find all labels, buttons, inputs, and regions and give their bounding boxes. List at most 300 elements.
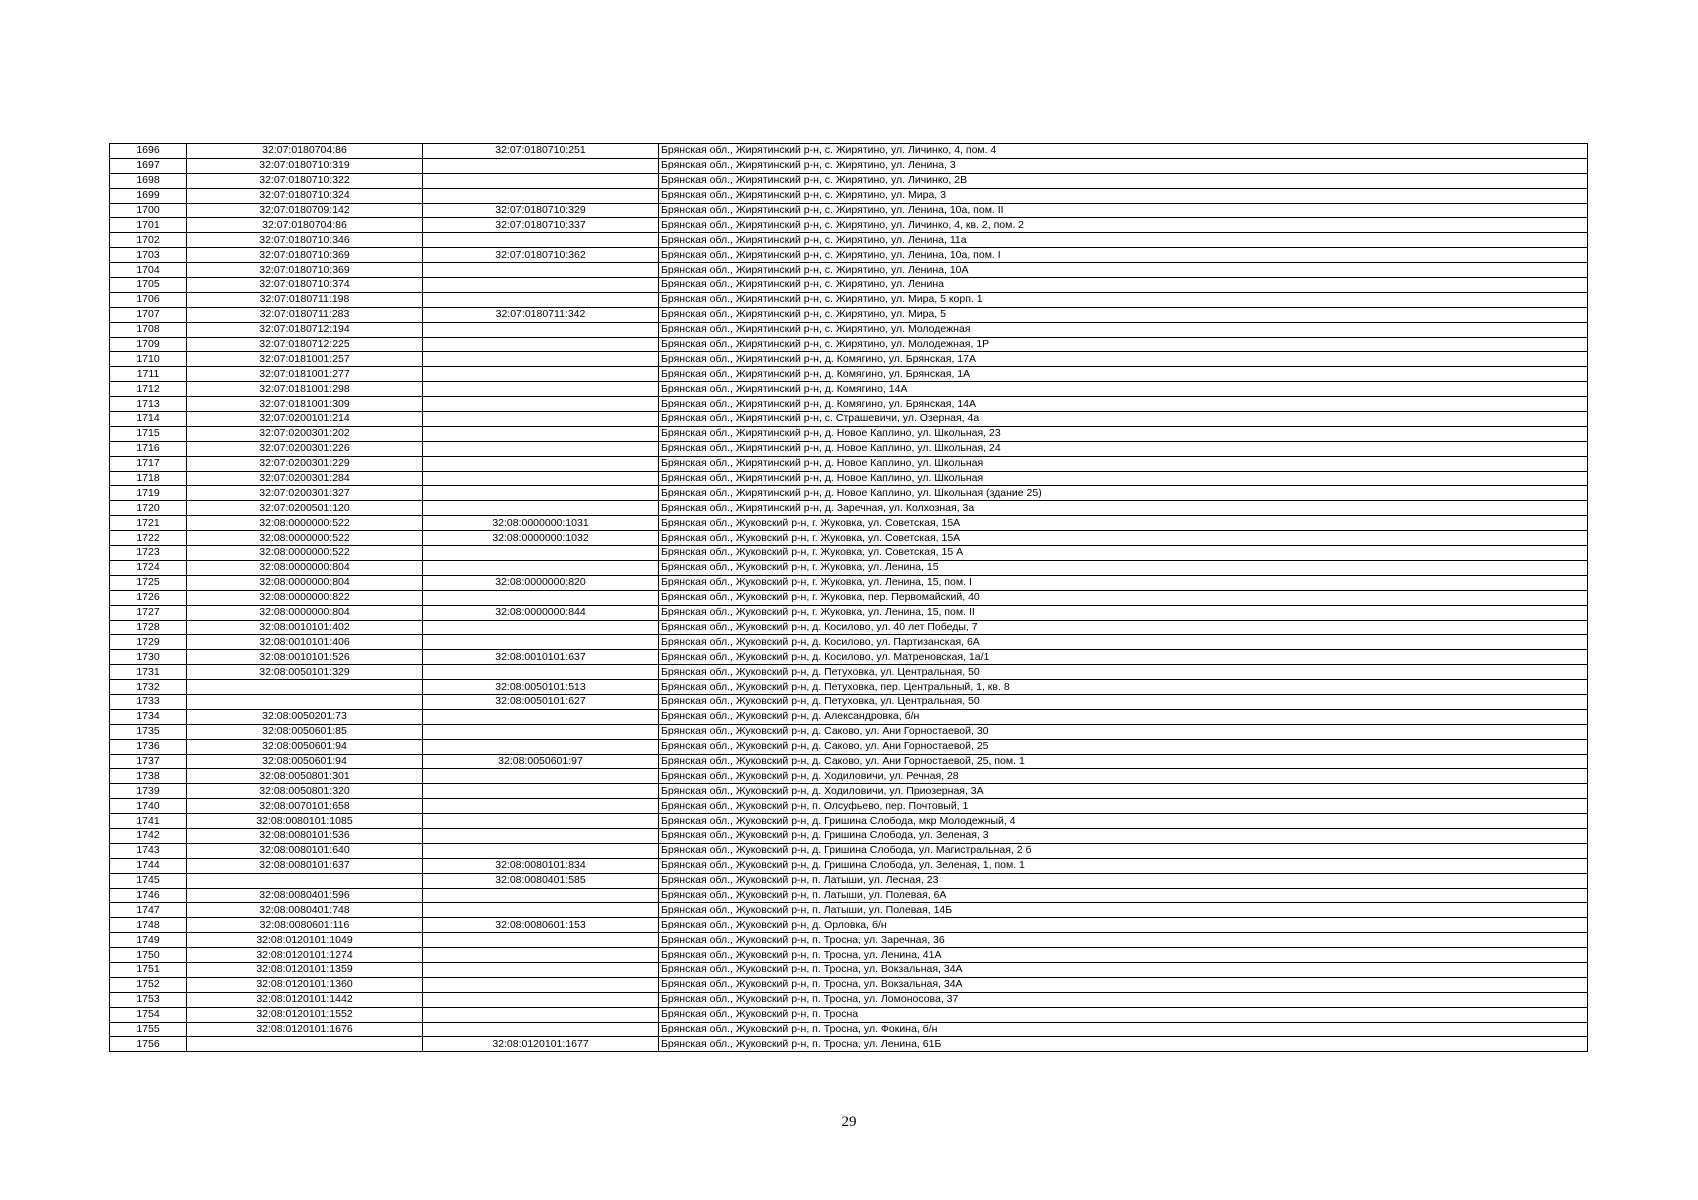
- table-row: [110, 903, 1588, 918]
- row-number-cell: 1749: [110, 933, 187, 948]
- related-cadastral-number-cell: [423, 992, 659, 1007]
- cadastral-number-cell: 32:07:0180710:369: [187, 263, 423, 278]
- table-row: [110, 858, 1588, 873]
- row-number-cell: 1710: [110, 352, 187, 367]
- cadastral-number-cell: 32:07:0180710:374: [187, 278, 423, 293]
- table-row: [110, 739, 1588, 754]
- related-cadastral-number-cell: [423, 635, 659, 650]
- related-cadastral-number-cell: [423, 814, 659, 829]
- cadastral-number-cell: 32:07:0200301:284: [187, 471, 423, 486]
- cadastral-number-cell: [187, 1037, 423, 1052]
- table-row: [110, 203, 1588, 218]
- cadastral-number-cell: 32:08:0000000:804: [187, 605, 423, 620]
- cadastral-number-cell: 32:07:0181001:277: [187, 367, 423, 382]
- address-cell: Брянская обл., Жуковский р-н, п. Тросна, ул. Ленина, 61Б: [659, 1037, 1588, 1052]
- cadastral-number-cell: 32:08:0010101:406: [187, 635, 423, 650]
- row-number-cell: 1714: [110, 412, 187, 427]
- address-cell: Брянская обл., Жирятинский р-н, д. Комягино, ул. Брянская, 14А: [659, 397, 1588, 412]
- cadastral-number-cell: 32:08:0050601:94: [187, 754, 423, 769]
- related-cadastral-number-cell: [423, 590, 659, 605]
- row-number-cell: 1751: [110, 962, 187, 977]
- address-cell: Брянская обл., Жирятинский р-н, с. Жирятино, ул. Мира, 5 корп. 1: [659, 292, 1588, 307]
- related-cadastral-number-cell: [423, 665, 659, 680]
- address-cell: Брянская обл., Жирятинский р-н, с. Жирятино, ул. Мира, 3: [659, 188, 1588, 203]
- related-cadastral-number-cell: [423, 903, 659, 918]
- related-cadastral-number-cell: [423, 709, 659, 724]
- address-cell: Брянская обл., Жирятинский р-н, д. Комягино, ул. Брянская, 17А: [659, 352, 1588, 367]
- cadastral-number-cell: 32:08:0050601:85: [187, 724, 423, 739]
- related-cadastral-number-cell: 32:07:0180710:251: [423, 144, 659, 159]
- row-number-cell: 1697: [110, 158, 187, 173]
- table-row: [110, 828, 1588, 843]
- table-row: [110, 233, 1588, 248]
- table-row: [110, 665, 1588, 680]
- cadastral-number-cell: 32:08:0080101:1085: [187, 814, 423, 829]
- table-row: [110, 977, 1588, 992]
- related-cadastral-number-cell: [423, 501, 659, 516]
- property-table-body: [110, 144, 1588, 1052]
- table-row: [110, 144, 1588, 159]
- address-cell: Брянская обл., Жирятинский р-н, д. Новое Каплино, ул. Школьная, 23: [659, 426, 1588, 441]
- cadastral-number-cell: 32:07:0181001:298: [187, 382, 423, 397]
- cadastral-number-cell: 32:07:0180711:198: [187, 292, 423, 307]
- address-cell: Брянская обл., Жуковский р-н, д. Косилово, ул. 40 лет Победы, 7: [659, 620, 1588, 635]
- table-row: [110, 680, 1588, 695]
- table-row: [110, 754, 1588, 769]
- address-cell: Брянская обл., Жуковский р-н, д. Косилово, ул. Партизанская, 6А: [659, 635, 1588, 650]
- cadastral-number-cell: 32:08:0080601:116: [187, 918, 423, 933]
- table-row: [110, 694, 1588, 709]
- related-cadastral-number-cell: [423, 367, 659, 382]
- row-number-cell: 1742: [110, 828, 187, 843]
- row-number-cell: 1741: [110, 814, 187, 829]
- related-cadastral-number-cell: [423, 799, 659, 814]
- related-cadastral-number-cell: 32:08:0000000:844: [423, 605, 659, 620]
- address-cell: Брянская обл., Жирятинский р-н, с. Жирятино, ул. Молодежная: [659, 322, 1588, 337]
- row-number-cell: 1705: [110, 278, 187, 293]
- table-row: [110, 560, 1588, 575]
- related-cadastral-number-cell: [423, 441, 659, 456]
- cadastral-number-cell: 32:08:0050101:329: [187, 665, 423, 680]
- related-cadastral-number-cell: 32:08:0000000:820: [423, 575, 659, 590]
- row-number-cell: 1723: [110, 546, 187, 561]
- table-row: [110, 501, 1588, 516]
- address-cell: Брянская обл., Жуковский р-н, г. Жуковка, ул. Ленина, 15: [659, 560, 1588, 575]
- row-number-cell: 1711: [110, 367, 187, 382]
- row-number-cell: 1737: [110, 754, 187, 769]
- related-cadastral-number-cell: [423, 977, 659, 992]
- cadastral-number-cell: 32:08:0080101:640: [187, 843, 423, 858]
- related-cadastral-number-cell: [423, 412, 659, 427]
- address-cell: Брянская обл., Жуковский р-н, д. Ходиловичи, ул. Речная, 28: [659, 769, 1588, 784]
- related-cadastral-number-cell: [423, 560, 659, 575]
- related-cadastral-number-cell: [423, 620, 659, 635]
- related-cadastral-number-cell: [423, 337, 659, 352]
- row-number-cell: 1720: [110, 501, 187, 516]
- related-cadastral-number-cell: [423, 948, 659, 963]
- row-number-cell: 1704: [110, 263, 187, 278]
- cadastral-number-cell: 32:07:0200501:120: [187, 501, 423, 516]
- related-cadastral-number-cell: 32:07:0180710:337: [423, 218, 659, 233]
- address-cell: Брянская обл., Жирятинский р-н, с. Жирятино, ул. Ленина, 11а: [659, 233, 1588, 248]
- property-table: [109, 143, 1588, 1052]
- row-number-cell: 1701: [110, 218, 187, 233]
- row-number-cell: 1718: [110, 471, 187, 486]
- address-cell: Брянская обл., Жуковский р-н, п. Латыши, ул. Лесная, 23: [659, 873, 1588, 888]
- row-number-cell: 1754: [110, 1007, 187, 1022]
- table-row: [110, 575, 1588, 590]
- related-cadastral-number-cell: [423, 471, 659, 486]
- cadastral-number-cell: 32:08:0000000:522: [187, 531, 423, 546]
- cadastral-number-cell: 32:08:0080401:596: [187, 888, 423, 903]
- cadastral-number-cell: 32:07:0180710:346: [187, 233, 423, 248]
- row-number-cell: 1722: [110, 531, 187, 546]
- cadastral-number-cell: 32:07:0180710:322: [187, 173, 423, 188]
- related-cadastral-number-cell: [423, 352, 659, 367]
- cadastral-number-cell: 32:08:0120101:1049: [187, 933, 423, 948]
- table-row: [110, 218, 1588, 233]
- row-number-cell: 1702: [110, 233, 187, 248]
- cadastral-number-cell: 32:07:0200301:202: [187, 426, 423, 441]
- cadastral-number-cell: 32:07:0180710:324: [187, 188, 423, 203]
- row-number-cell: 1726: [110, 590, 187, 605]
- related-cadastral-number-cell: 32:08:0000000:1031: [423, 516, 659, 531]
- address-cell: Брянская обл., Жирятинский р-н, с. Жирятино, ул. Ленина, 10а, пом. I: [659, 248, 1588, 263]
- cadastral-number-cell: 32:07:0180712:225: [187, 337, 423, 352]
- related-cadastral-number-cell: [423, 888, 659, 903]
- cadastral-number-cell: 32:08:0120101:1359: [187, 962, 423, 977]
- cadastral-number-cell: 32:08:0120101:1360: [187, 977, 423, 992]
- address-cell: Брянская обл., Жирятинский р-н, д. Комягино, 14А: [659, 382, 1588, 397]
- address-cell: Брянская обл., Жуковский р-н, г. Жуковка, ул. Советская, 15 А: [659, 546, 1588, 561]
- cadastral-number-cell: 32:08:0000000:522: [187, 546, 423, 561]
- related-cadastral-number-cell: 32:08:0050101:627: [423, 694, 659, 709]
- address-cell: Брянская обл., Жуковский р-н, д. Орловка, б/н: [659, 918, 1588, 933]
- row-number-cell: 1696: [110, 144, 187, 159]
- address-cell: Брянская обл., Жуковский р-н, д. Гришина Слобода, мкр Молодежный, 4: [659, 814, 1588, 829]
- table-row: [110, 382, 1588, 397]
- cadastral-number-cell: 32:07:0180712:194: [187, 322, 423, 337]
- address-cell: Брянская обл., Жуковский р-н, п. Тросна, ул. Вокзальная, 34А: [659, 962, 1588, 977]
- row-number-cell: 1735: [110, 724, 187, 739]
- table-row: [110, 784, 1588, 799]
- table-row: [110, 962, 1588, 977]
- table-row: [110, 322, 1588, 337]
- table-row: [110, 709, 1588, 724]
- table-row: [110, 337, 1588, 352]
- address-cell: Брянская обл., Жуковский р-н, г. Жуковка, пер. Первомайский, 40: [659, 590, 1588, 605]
- address-cell: Брянская обл., Жуковский р-н, п. Тросна, ул. Вокзальная, 34А: [659, 977, 1588, 992]
- table-row: [110, 397, 1588, 412]
- address-cell: Брянская обл., Жирятинский р-н, д. Новое Каплино, ул. Школьная: [659, 456, 1588, 471]
- table-row: [110, 456, 1588, 471]
- table-row: [110, 620, 1588, 635]
- address-cell: Брянская обл., Жуковский р-н, д. Саково, ул. Ани Горностаевой, 25, пом. 1: [659, 754, 1588, 769]
- row-number-cell: 1724: [110, 560, 187, 575]
- address-cell: Брянская обл., Жуковский р-н, п. Тросна, ул. Фокина, б/н: [659, 1022, 1588, 1037]
- row-number-cell: 1748: [110, 918, 187, 933]
- table-row: [110, 635, 1588, 650]
- related-cadastral-number-cell: 32:08:0080401:585: [423, 873, 659, 888]
- related-cadastral-number-cell: [423, 263, 659, 278]
- row-number-cell: 1744: [110, 858, 187, 873]
- address-cell: Брянская обл., Жуковский р-н, д. Ходиловичи, ул. Приозерная, 3А: [659, 784, 1588, 799]
- address-cell: Брянская обл., Жуковский р-н, г. Жуковка, ул. Советская, 15А: [659, 531, 1588, 546]
- address-cell: Брянская обл., Жирятинский р-н, д. Заречная, ул. Колхозная, 3а: [659, 501, 1588, 516]
- cadastral-number-cell: 32:08:0120101:1552: [187, 1007, 423, 1022]
- address-cell: Брянская обл., Жуковский р-н, д. Александровка, б/н: [659, 709, 1588, 724]
- address-cell: Брянская обл., Жирятинский р-н, с. Жирятино, ул. Личинко, 4, кв. 2, пом. 2: [659, 218, 1588, 233]
- cadastral-number-cell: 32:07:0181001:257: [187, 352, 423, 367]
- related-cadastral-number-cell: [423, 292, 659, 307]
- cadastral-number-cell: 32:07:0200301:327: [187, 486, 423, 501]
- related-cadastral-number-cell: [423, 1007, 659, 1022]
- cadastral-number-cell: 32:08:0000000:804: [187, 575, 423, 590]
- table-row: [110, 188, 1588, 203]
- table-row: [110, 531, 1588, 546]
- row-number-cell: 1707: [110, 307, 187, 322]
- address-cell: Брянская обл., Жирятинский р-н, д. Новое Каплино, ул. Школьная (здание 25): [659, 486, 1588, 501]
- table-row: [110, 590, 1588, 605]
- row-number-cell: 1698: [110, 173, 187, 188]
- related-cadastral-number-cell: [423, 843, 659, 858]
- table-row: [110, 516, 1588, 531]
- related-cadastral-number-cell: [423, 933, 659, 948]
- related-cadastral-number-cell: [423, 769, 659, 784]
- row-number-cell: 1706: [110, 292, 187, 307]
- related-cadastral-number-cell: [423, 739, 659, 754]
- related-cadastral-number-cell: [423, 397, 659, 412]
- address-cell: Брянская обл., Жирятинский р-н, с. Жирятино, ул. Мира, 5: [659, 307, 1588, 322]
- related-cadastral-number-cell: 32:08:0080101:834: [423, 858, 659, 873]
- related-cadastral-number-cell: 32:07:0180710:362: [423, 248, 659, 263]
- address-cell: Брянская обл., Жирятинский р-н, с. Страшевичи, ул. Озерная, 4а: [659, 412, 1588, 427]
- related-cadastral-number-cell: [423, 1022, 659, 1037]
- address-cell: Брянская обл., Жуковский р-н, г. Жуковка, ул. Советская, 15А: [659, 516, 1588, 531]
- table-row: [110, 173, 1588, 188]
- row-number-cell: 1732: [110, 680, 187, 695]
- related-cadastral-number-cell: [423, 456, 659, 471]
- row-number-cell: 1715: [110, 426, 187, 441]
- address-cell: Брянская обл., Жуковский р-н, п. Тросна, ул. Ломоносова, 37: [659, 992, 1588, 1007]
- table-row: [110, 992, 1588, 1007]
- row-number-cell: 1727: [110, 605, 187, 620]
- table-row: [110, 158, 1588, 173]
- cadastral-number-cell: 32:08:0010101:402: [187, 620, 423, 635]
- address-cell: Брянская обл., Жуковский р-н, д. Гришина Слобода, ул. Зеленая, 1, пом. 1: [659, 858, 1588, 873]
- row-number-cell: 1716: [110, 441, 187, 456]
- table-row: [110, 1007, 1588, 1022]
- address-cell: Брянская обл., Жуковский р-н, п. Латыши, ул. Полевая, 6А: [659, 888, 1588, 903]
- table-row: [110, 471, 1588, 486]
- table-row: [110, 367, 1588, 382]
- cadastral-number-cell: 32:08:0120101:1274: [187, 948, 423, 963]
- row-number-cell: 1745: [110, 873, 187, 888]
- address-cell: Брянская обл., Жирятинский р-н, с. Жирятино, ул. Личинко, 4, пом. 4: [659, 144, 1588, 159]
- row-number-cell: 1712: [110, 382, 187, 397]
- row-number-cell: 1756: [110, 1037, 187, 1052]
- table-row: [110, 724, 1588, 739]
- row-number-cell: 1719: [110, 486, 187, 501]
- table-row: [110, 605, 1588, 620]
- address-cell: Брянская обл., Жуковский р-н, д. Гришина Слобода, ул. Зеленая, 3: [659, 828, 1588, 843]
- table-row: [110, 769, 1588, 784]
- cadastral-number-cell: 32:08:0080101:536: [187, 828, 423, 843]
- address-cell: Брянская обл., Жуковский р-н, д. Косилово, ул. Матреновская, 1а/1: [659, 650, 1588, 665]
- address-cell: Брянская обл., Жуковский р-н, г. Жуковка, ул. Ленина, 15, пом. I: [659, 575, 1588, 590]
- table-row: [110, 248, 1588, 263]
- address-cell: Брянская обл., Жирятинский р-н, с. Жирятино, ул. Ленина, 3: [659, 158, 1588, 173]
- cadastral-number-cell: 32:08:0000000:822: [187, 590, 423, 605]
- row-number-cell: 1736: [110, 739, 187, 754]
- table-row: [110, 486, 1588, 501]
- related-cadastral-number-cell: [423, 173, 659, 188]
- table-row: [110, 1037, 1588, 1052]
- address-cell: Брянская обл., Жуковский р-н, п. Тросна, ул. Ленина, 41А: [659, 948, 1588, 963]
- related-cadastral-number-cell: [423, 322, 659, 337]
- cadastral-number-cell: 32:07:0200101:214: [187, 412, 423, 427]
- related-cadastral-number-cell: [423, 188, 659, 203]
- related-cadastral-number-cell: [423, 426, 659, 441]
- cadastral-number-cell: 32:07:0180704:86: [187, 218, 423, 233]
- related-cadastral-number-cell: 32:08:0000000:1032: [423, 531, 659, 546]
- row-number-cell: 1699: [110, 188, 187, 203]
- row-number-cell: 1738: [110, 769, 187, 784]
- address-cell: Брянская обл., Жуковский р-н, г. Жуковка, ул. Ленина, 15, пом. II: [659, 605, 1588, 620]
- cadastral-number-cell: 32:07:0180709:142: [187, 203, 423, 218]
- address-cell: Брянская обл., Жирятинский р-н, д. Комягино, ул. Брянская, 1А: [659, 367, 1588, 382]
- cadastral-number-cell: [187, 694, 423, 709]
- table-row: [110, 426, 1588, 441]
- related-cadastral-number-cell: 32:08:0080601:153: [423, 918, 659, 933]
- address-cell: Брянская обл., Жирятинский р-н, с. Жирятино, ул. Ленина, 10а, пом. II: [659, 203, 1588, 218]
- cadastral-number-cell: 32:08:0070101:658: [187, 799, 423, 814]
- address-cell: Брянская обл., Жуковский р-н, д. Петуховка, ул. Центральная, 50: [659, 665, 1588, 680]
- cadastral-number-cell: 32:08:0000000:804: [187, 560, 423, 575]
- table-row: [110, 888, 1588, 903]
- row-number-cell: 1739: [110, 784, 187, 799]
- table-row: [110, 843, 1588, 858]
- related-cadastral-number-cell: [423, 382, 659, 397]
- related-cadastral-number-cell: [423, 486, 659, 501]
- address-cell: Брянская обл., Жуковский р-н, д. Петуховка, пер. Центральный, 1, кв. 8: [659, 680, 1588, 695]
- related-cadastral-number-cell: 32:08:0120101:1677: [423, 1037, 659, 1052]
- cadastral-number-cell: 32:07:0180711:283: [187, 307, 423, 322]
- table-row: [110, 307, 1588, 322]
- cadastral-number-cell: [187, 680, 423, 695]
- related-cadastral-number-cell: 32:07:0180710:329: [423, 203, 659, 218]
- row-number-cell: 1725: [110, 575, 187, 590]
- address-cell: Брянская обл., Жуковский р-н, д. Петуховка, ул. Центральная, 50: [659, 694, 1588, 709]
- cadastral-number-cell: 32:08:0000000:522: [187, 516, 423, 531]
- table-row: [110, 263, 1588, 278]
- table-row: [110, 873, 1588, 888]
- related-cadastral-number-cell: [423, 233, 659, 248]
- row-number-cell: 1733: [110, 694, 187, 709]
- row-number-cell: 1713: [110, 397, 187, 412]
- cadastral-number-cell: 32:08:0120101:1442: [187, 992, 423, 1007]
- cadastral-number-cell: [187, 873, 423, 888]
- cadastral-number-cell: 32:07:0200301:226: [187, 441, 423, 456]
- cadastral-number-cell: 32:07:0181001:309: [187, 397, 423, 412]
- address-cell: Брянская обл., Жуковский р-н, п. Тросна, ул. Заречная, 36: [659, 933, 1588, 948]
- table-row: [110, 918, 1588, 933]
- address-cell: Брянская обл., Жуковский р-н, д. Саково, ул. Ани Горностаевой, 25: [659, 739, 1588, 754]
- cadastral-number-cell: 32:08:0050601:94: [187, 739, 423, 754]
- cadastral-number-cell: 32:07:0180710:369: [187, 248, 423, 263]
- table-row: [110, 650, 1588, 665]
- table-row: [110, 546, 1588, 561]
- address-cell: Брянская обл., Жирятинский р-н, с. Жирятино, ул. Ленина, 10А: [659, 263, 1588, 278]
- related-cadastral-number-cell: [423, 724, 659, 739]
- row-number-cell: 1728: [110, 620, 187, 635]
- table-row: [110, 412, 1588, 427]
- table-row: [110, 799, 1588, 814]
- row-number-cell: 1731: [110, 665, 187, 680]
- row-number-cell: 1753: [110, 992, 187, 1007]
- row-number-cell: 1721: [110, 516, 187, 531]
- row-number-cell: 1746: [110, 888, 187, 903]
- table-row: [110, 933, 1588, 948]
- table-row: [110, 1022, 1588, 1037]
- cadastral-number-cell: 32:08:0050201:73: [187, 709, 423, 724]
- row-number-cell: 1747: [110, 903, 187, 918]
- address-cell: Брянская обл., Жирятинский р-н, д. Новое Каплино, ул. Школьная: [659, 471, 1588, 486]
- address-cell: Брянская обл., Жуковский р-н, п. Олсуфьево, пер. Почтовый, 1: [659, 799, 1588, 814]
- related-cadastral-number-cell: [423, 546, 659, 561]
- cadastral-number-cell: 32:08:0050801:301: [187, 769, 423, 784]
- page-number: 29: [841, 1114, 857, 1130]
- table-row: [110, 352, 1588, 367]
- row-number-cell: 1750: [110, 948, 187, 963]
- related-cadastral-number-cell: [423, 784, 659, 799]
- related-cadastral-number-cell: 32:08:0050101:513: [423, 680, 659, 695]
- row-number-cell: 1717: [110, 456, 187, 471]
- related-cadastral-number-cell: 32:08:0050601:97: [423, 754, 659, 769]
- row-number-cell: 1708: [110, 322, 187, 337]
- table-row: [110, 441, 1588, 456]
- row-number-cell: 1755: [110, 1022, 187, 1037]
- cadastral-number-cell: 32:08:0050801:320: [187, 784, 423, 799]
- row-number-cell: 1743: [110, 843, 187, 858]
- row-number-cell: 1752: [110, 977, 187, 992]
- address-cell: Брянская обл., Жуковский р-н, п. Тросна: [659, 1007, 1588, 1022]
- related-cadastral-number-cell: [423, 962, 659, 977]
- row-number-cell: 1740: [110, 799, 187, 814]
- table-row: [110, 948, 1588, 963]
- row-number-cell: 1700: [110, 203, 187, 218]
- cadastral-number-cell: 32:07:0180710:319: [187, 158, 423, 173]
- row-number-cell: 1703: [110, 248, 187, 263]
- cadastral-number-cell: 32:08:0010101:526: [187, 650, 423, 665]
- row-number-cell: 1709: [110, 337, 187, 352]
- related-cadastral-number-cell: [423, 278, 659, 293]
- cadastral-number-cell: 32:08:0080401:748: [187, 903, 423, 918]
- related-cadastral-number-cell: 32:08:0010101:637: [423, 650, 659, 665]
- cadastral-number-cell: 32:08:0120101:1676: [187, 1022, 423, 1037]
- address-cell: Брянская обл., Жуковский р-н, п. Латыши, ул. Полевая, 14Б: [659, 903, 1588, 918]
- row-number-cell: 1730: [110, 650, 187, 665]
- table-row: [110, 278, 1588, 293]
- related-cadastral-number-cell: 32:07:0180711:342: [423, 307, 659, 322]
- cadastral-number-cell: 32:07:0200301:229: [187, 456, 423, 471]
- row-number-cell: 1729: [110, 635, 187, 650]
- address-cell: Брянская обл., Жирятинский р-н, с. Жирятино, ул. Молодежная, 1Р: [659, 337, 1588, 352]
- table-row: [110, 292, 1588, 307]
- address-cell: Брянская обл., Жуковский р-н, д. Гришина Слобода, ул. Магистральная, 2 б: [659, 843, 1588, 858]
- row-number-cell: 1734: [110, 709, 187, 724]
- cadastral-number-cell: 32:07:0180704:86: [187, 144, 423, 159]
